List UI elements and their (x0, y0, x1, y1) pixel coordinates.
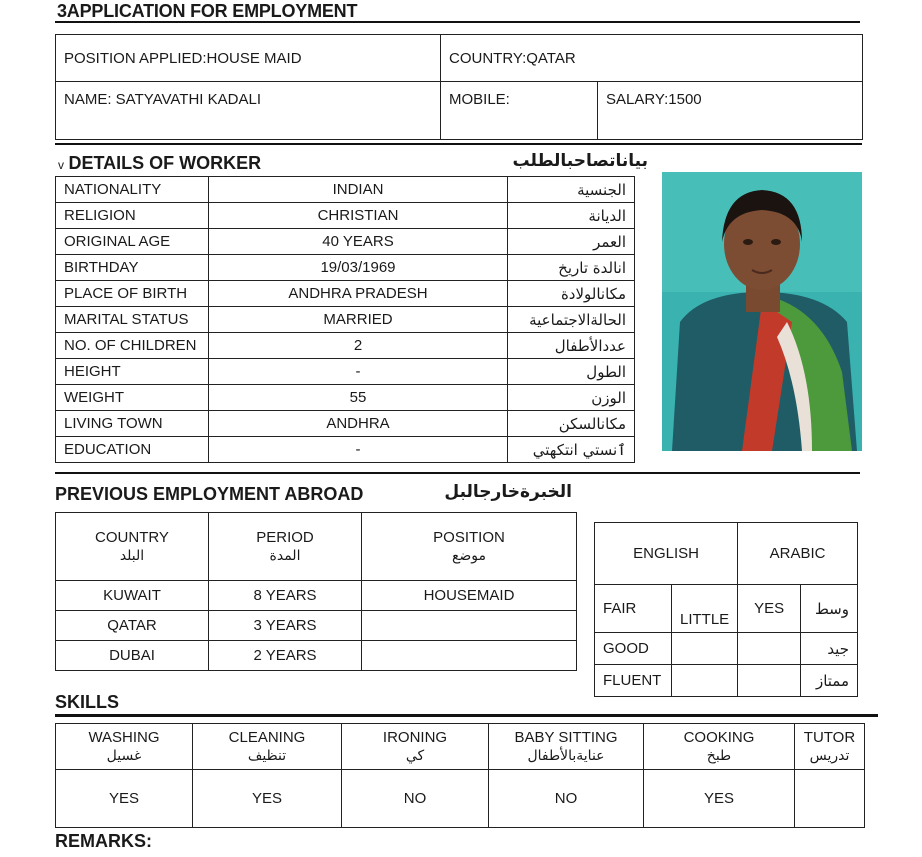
worker-detail-row (56, 203, 635, 229)
skill-name-ar: كي (405, 747, 425, 764)
worker-detail-row (56, 359, 635, 385)
lang-level-good: GOOD (595, 633, 672, 665)
detail-label-ar: الجنسية (508, 177, 635, 203)
skill-name: CLEANING (228, 728, 306, 746)
mobile-field: MOBILE: (441, 82, 598, 140)
lang-level-fluent-ar: ممتاز (801, 665, 858, 697)
skill-value (795, 770, 865, 828)
worker-detail-row (56, 281, 635, 307)
lang-level-fair: FAIR (595, 585, 672, 633)
skill-name: IRONING (382, 728, 448, 746)
lang-level-fair-ar: وسط (801, 585, 858, 633)
detail-label-ar: الحالةالاجتماعية (508, 307, 635, 333)
skill-header (342, 724, 489, 770)
detail-value: - (209, 359, 508, 385)
detail-label: PLACE OF BIRTH (56, 281, 209, 307)
prev-country-cell: DUBAI (56, 641, 209, 671)
prev-header-country-en: COUNTRY (95, 528, 169, 546)
skill-value: YES (644, 770, 795, 828)
previous-section-title: PREVIOUS EMPLOYMENT ABROAD (55, 484, 364, 504)
skill-header (489, 724, 644, 770)
skill-value: YES (193, 770, 342, 828)
prev-country-cell: KUWAIT (56, 581, 209, 611)
prev-period-cell: 3 YEARS (209, 611, 362, 641)
detail-value: - (209, 437, 508, 463)
prev-period-cell: 2 YEARS (209, 641, 362, 671)
prev-country-cell: QATAR (56, 611, 209, 641)
worker-name: NAME: SATYAVATHI KADALI (56, 82, 441, 140)
detail-label-ar: الوزن (508, 385, 635, 411)
skill-name: COOKING (683, 728, 755, 746)
skill-name-ar: غسيل (106, 747, 142, 764)
section-marker: v (58, 158, 64, 172)
skill-name: BABY SITTING (514, 728, 618, 746)
skills-rule (55, 714, 878, 717)
prev-header-period-ar: المدة (269, 547, 301, 564)
detail-label: RELIGION (56, 203, 209, 229)
detail-label-ar: مكانالولادة (508, 281, 635, 307)
skill-header (193, 724, 342, 770)
country-applied: COUNTRY:QATAR (441, 35, 863, 82)
detail-value: 40 YEARS (209, 229, 508, 255)
worker-photo (662, 172, 862, 451)
detail-value: 2 (209, 333, 508, 359)
prev-position-cell (362, 611, 577, 641)
detail-value: MARRIED (209, 307, 508, 333)
arabic-good-value (738, 633, 801, 665)
worker-details-table (55, 176, 635, 463)
skill-name-ar: طبخ (706, 747, 732, 764)
prev-position-cell: HOUSEMAID (362, 581, 577, 611)
detail-label: MARITAL STATUS (56, 307, 209, 333)
worker-photo-image (662, 172, 862, 451)
prev-header-period-en: PERIOD (256, 528, 314, 546)
prev-header-position (362, 513, 577, 581)
lang-header-english: ENGLISH (595, 523, 738, 585)
worker-detail-row (56, 437, 635, 463)
detail-label: HEIGHT (56, 359, 209, 385)
worker-detail-row (56, 411, 635, 437)
detail-value: 55 (209, 385, 508, 411)
detail-label-ar: العمر (508, 229, 635, 255)
skill-name: WASHING (88, 728, 160, 746)
worker-detail-row (56, 229, 635, 255)
detail-label: ORIGINAL AGE (56, 229, 209, 255)
title-rule (55, 21, 860, 23)
english-good-value (672, 633, 738, 665)
detail-label: BIRTHDAY (56, 255, 209, 281)
header-rule (55, 143, 862, 145)
skill-name-ar: تنظيف (247, 747, 287, 764)
prev-header-country (56, 513, 209, 581)
prev-header-period (209, 513, 362, 581)
worker-section-title: DETAILS OF WORKER (68, 153, 262, 173)
prev-position-cell (362, 641, 577, 671)
prev-period-cell: 8 YEARS (209, 581, 362, 611)
detail-label-ar: انالدة تاريخ (508, 255, 635, 281)
detail-label: NATIONALITY (56, 177, 209, 203)
detail-label-ar: الطول (508, 359, 635, 385)
detail-label-ar: مكانالسكن (508, 411, 635, 437)
remarks-label: REMARKS: (55, 831, 152, 851)
lang-level-fluent: FLUENT (595, 665, 672, 697)
detail-label-ar: الديانة (508, 203, 635, 229)
worker-detail-row (56, 177, 635, 203)
english-fluent-value (672, 665, 738, 697)
salary-field: SALARY:1500 (598, 82, 863, 140)
application-header-table (55, 34, 863, 140)
skill-value: NO (489, 770, 644, 828)
detail-value: 19/03/1969 (209, 255, 508, 281)
lang-header-arabic: ARABIC (738, 523, 858, 585)
detail-label-ar: عددالأطفال (508, 333, 635, 359)
detail-label: EDUCATION (56, 437, 209, 463)
skill-value: YES (56, 770, 193, 828)
skill-header (644, 724, 795, 770)
skill-name-ar: تدريس (809, 747, 850, 764)
prev-header-country-ar: البلد (119, 547, 145, 564)
worker-detail-row (56, 255, 635, 281)
arabic-fair-value: YES (738, 585, 801, 633)
prev-header-position-en: POSITION (433, 528, 505, 546)
detail-label: LIVING TOWN (56, 411, 209, 437)
page-title: 3APPLICATION FOR EMPLOYMENT (57, 1, 358, 21)
skills-title: SKILLS (55, 692, 120, 712)
worker-detail-row (56, 333, 635, 359)
detail-value: INDIAN (209, 177, 508, 203)
skills-table (55, 723, 865, 828)
detail-label-ar: ٱنستي انتكهتي (508, 437, 635, 463)
worker-section-title-ar: بياناتصاحبالطلب (512, 151, 648, 171)
skill-name-ar: عنايةبالأطفال (527, 747, 605, 764)
detail-value: ANDHRA (209, 411, 508, 437)
previous-section-title-ar: الخبرةخارجالبل (444, 482, 572, 502)
skill-header (56, 724, 193, 770)
position-applied: POSITION APPLIED:HOUSE MAID (56, 35, 441, 82)
skill-name: TUTOR (803, 728, 856, 746)
details-rule (55, 472, 860, 474)
detail-value: ANDHRA PRADESH (209, 281, 508, 307)
detail-label: NO. OF CHILDREN (56, 333, 209, 359)
detail-value: CHRISTIAN (209, 203, 508, 229)
arabic-fluent-value (738, 665, 801, 697)
worker-section-heading (58, 153, 261, 174)
lang-level-good-ar: جيد (801, 633, 858, 665)
worker-detail-row (56, 307, 635, 333)
skill-value: NO (342, 770, 489, 828)
detail-label: WEIGHT (56, 385, 209, 411)
english-fair-value: LITTLE (672, 585, 738, 633)
worker-detail-row (56, 385, 635, 411)
prev-header-position-ar: موضع (451, 547, 487, 564)
skill-header (795, 724, 865, 770)
previous-employment-table (55, 512, 577, 671)
language-table (594, 522, 858, 697)
